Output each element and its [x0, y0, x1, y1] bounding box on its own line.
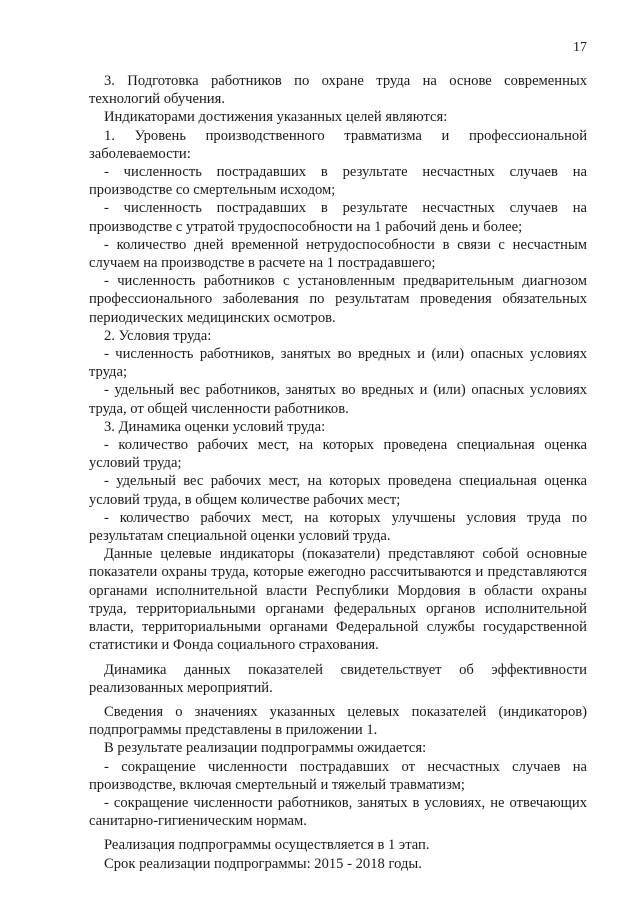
paragraph-working-conditions-heading: 2. Условия труда: [104, 327, 212, 344]
list-item-sick-leave-days: - количество дней временной нетрудоспособности в связи с несчастным случаем на производстве в расчете на 1 пострадавшего; [89, 236, 587, 272]
page-body [89, 72, 587, 873]
paragraph-injury-level-heading: 1. Уровень производственного травматизма и профессиональной заболеваемости: [89, 127, 587, 162]
list-item-reduce-injuries: - сокращение численности пострадавших от несчастных случаев на производстве, включая смертельный и тяжелый травматизм; [89, 758, 587, 793]
list-item-assessed-workplaces-count: - количество рабочих мест, на которых проведена специальная оценка условий труда; [89, 437, 587, 472]
paragraph-goal-3: 3. Подготовка работников по охране труда на основе современных технологий обучения. [89, 73, 587, 108]
page-number: 17 [573, 40, 587, 55]
paragraph-indicators-intro: Индикаторами достижения указанных целей являются: [104, 109, 448, 126]
paragraph-appendix-reference: Сведения о значениях указанных целевых показателей (индикаторов) подпрограммы представлены в приложении 1. [89, 703, 587, 739]
list-item-hazardous-workers-share: - удельный вес работников, занятых во вредных и (или) опасных условиях труда, от общей численности работников. [89, 382, 587, 417]
list-item-occupational-disease: - численность работников с установленным предварительным диагнозом профессионального заболевания по результатам проведения обязательных периодических медицинских осмотров. [89, 273, 587, 326]
paragraph-indicators-description: Данные целевые индикаторы (показатели) представляют собой основные показатели охраны труда, которые ежегодно рассчитываются и представляются органами исполнительной власти Республики Мордовия в области охраны труда, территориальными органами федеральных органов исполнительной власти, территориальными органами Федеральной службы государственной статистики и Фонда социального страхования. [89, 546, 587, 654]
list-item-assessed-workplaces-share: - удельный вес рабочих мест, на которых проведена специальная оценка условий труда, в общем количестве рабочих мест; [89, 473, 587, 508]
paragraph-implementation-period: Срок реализации подпрограммы: 2015 - 2018 годы. [104, 855, 422, 872]
list-item-improved-workplaces: - количество рабочих мест, на которых улучшены условия труда по результатам специальной оценки условий труда. [89, 509, 587, 545]
list-item-disability-injuries: - численность пострадавших в результате несчастных случаев на производстве с утратой трудоспособности на 1 рабочий день и более; [89, 200, 587, 235]
list-item-hazardous-workers-count: - численность работников, занятых во вредных и (или) опасных условиях труда; [89, 346, 587, 381]
paragraph-dynamics-effectiveness: Динамика данных показателей свидетельствует об эффективности реализованных мероприятий. [89, 661, 587, 696]
paragraph-assessment-dynamics-heading: 3. Динамика оценки условий труда: [104, 418, 326, 435]
paragraph-expected-results-intro: В результате реализации подпрограммы ожидается: [104, 740, 427, 757]
list-item-fatal-injuries: - численность пострадавших в результате несчастных случаев на производстве со смертельным исходом; [89, 164, 587, 199]
paragraph-implementation-stage: Реализация подпрограммы осуществляется в 1 этап. [104, 837, 430, 854]
list-item-reduce-unsafe-conditions: - сокращение численности работников, занятых в условиях, не отвечающих санитарно-гигиеническим нормам. [89, 794, 587, 830]
